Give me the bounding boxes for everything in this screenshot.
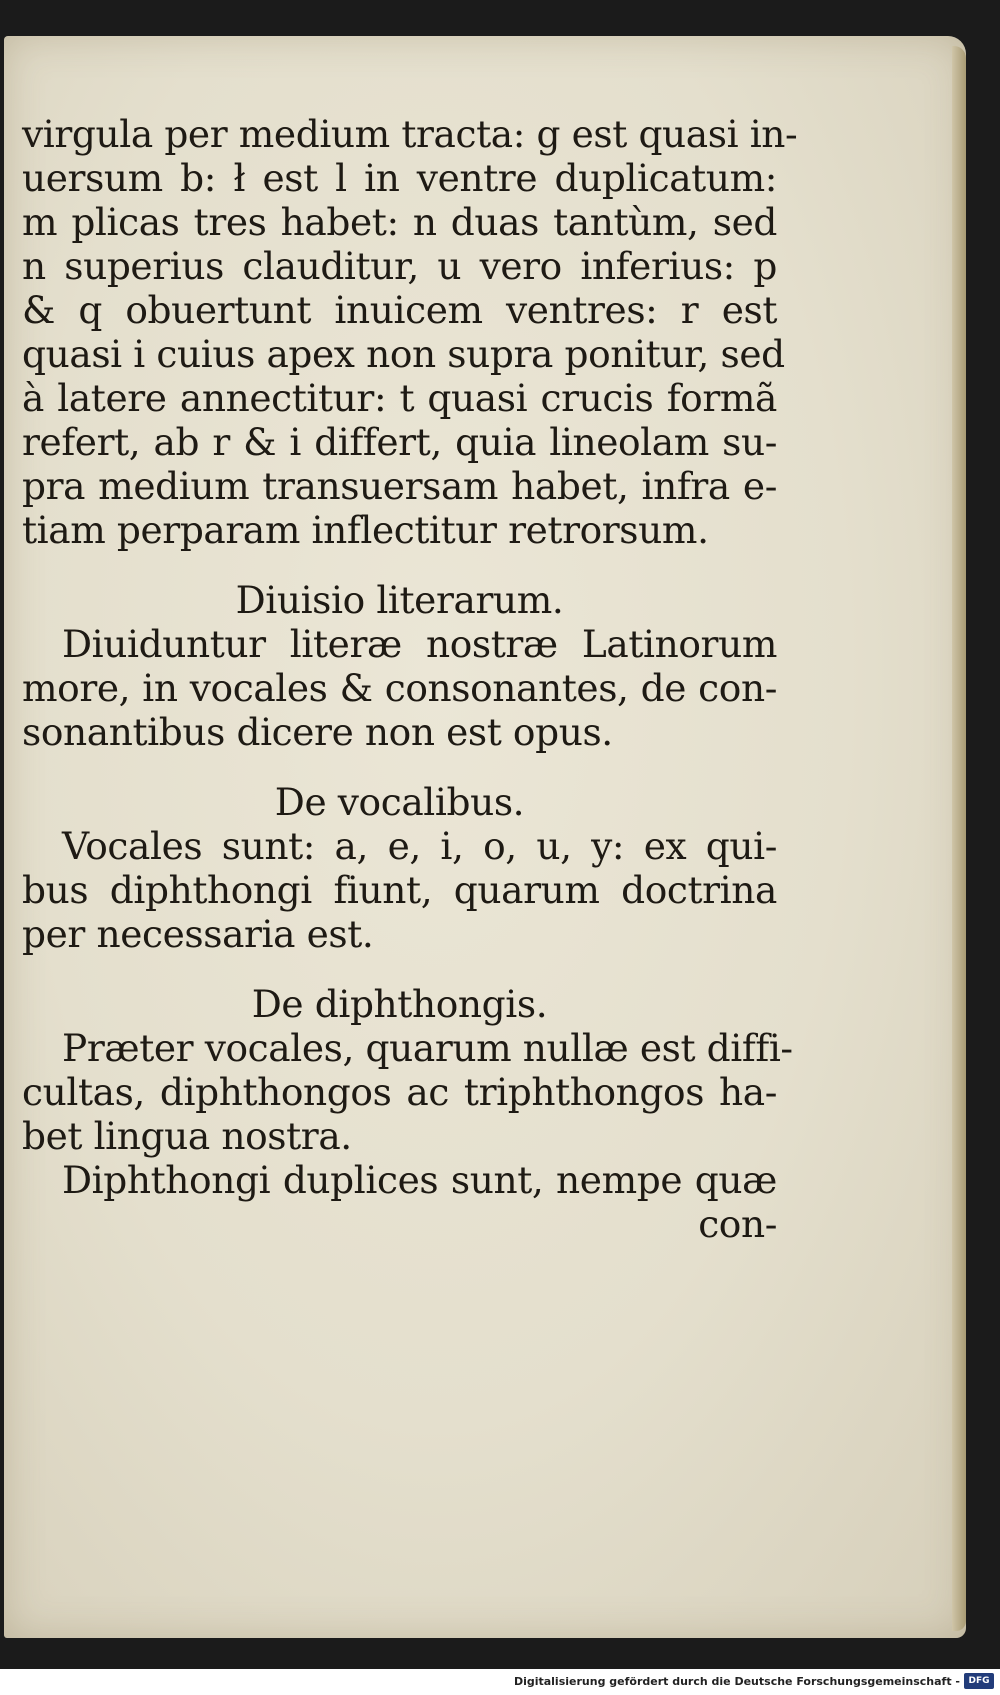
paragraph-letter-shapes	[22, 112, 798, 552]
dfg-logo-icon: DFG	[964, 1673, 994, 1689]
paragraph-diphthongis	[22, 1026, 793, 1158]
section-heading-diphthongis: De diphthongis.	[251, 982, 548, 1026]
text-line: Diuiduntur literæ nostræ Latinorum	[62, 622, 777, 666]
paragraph-diuisio	[22, 622, 777, 754]
section-heading-vocalibus: De vocalibus.	[274, 780, 525, 824]
text-line: à latere annectitur: t quasi crucis formã	[22, 376, 777, 420]
text-line: Præter vocales, quarum nullæ est diffi-	[62, 1026, 793, 1070]
text-line: cultas, diphthongos ac triphthongos ha-	[22, 1070, 777, 1114]
text-line: per necessaria est.	[22, 912, 374, 956]
text-line: uersum b: ł est l in ventre duplicatum:	[22, 156, 777, 200]
text-line: bus diphthongi fiunt, quarum doctrina	[22, 868, 777, 912]
text-line: quasi i cuius apex non supra ponitur, sed	[22, 332, 785, 376]
digitization-footer	[0, 1669, 1000, 1695]
text-line: Vocales sunt: a, e, i, o, u, y: ex qui-	[62, 824, 777, 868]
text-line: tiam perparam inflectitur retrorsum.	[22, 508, 709, 552]
paragraph-vocalibus	[22, 824, 777, 956]
page-edge	[952, 46, 966, 1631]
text-line: n superius clauditur, u vero inferius: p	[22, 244, 777, 288]
section-heading-diuisio: Diuisio literarum.	[235, 578, 564, 622]
text-line: virgula per medium tracta: g est quasi in-	[22, 112, 798, 156]
text-line: bet lingua nostra.	[22, 1114, 352, 1158]
page-text	[22, 112, 798, 1246]
text-line: sonantibus dicere non est opus.	[22, 710, 613, 754]
text-line: Diphthongi duplices sunt, nempe quæ	[62, 1158, 777, 1202]
text-line: & q obuertunt inuicem ventres: r est	[22, 288, 777, 332]
paragraph-diphthongi-duplices	[22, 1158, 777, 1202]
funding-notice: Digitalisierung gefördert durch die Deutsche Forschungsgemeinschaft -	[513, 1675, 960, 1688]
text-line: refert, ab r & i differt, quia lineolam su-	[22, 420, 777, 464]
catchword: con-	[698, 1202, 777, 1246]
text-line: m plicas tres habet: n duas tantùm, sed	[22, 200, 777, 244]
text-line: more, in vocales & consonantes, de con-	[22, 666, 777, 710]
text-line: pra medium transuersam habet, infra e-	[22, 464, 777, 508]
